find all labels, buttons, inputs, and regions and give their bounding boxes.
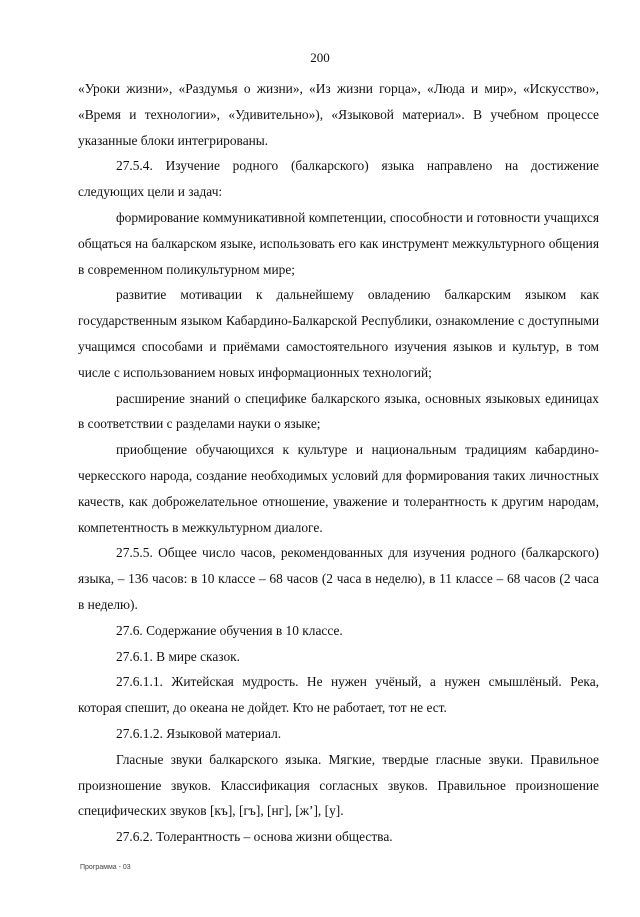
paragraph-wisdom: 27.6.1.1. Житейская мудрость. Не нужен учёный, а нужен смышлёный. Река, которая спешит, до океана не дойдет. Кто не работает, тот не ест. xyxy=(78,674,599,716)
paragraph-vowels: Гласные звуки балкарского языка. Мягкие, твердые гласные звуки. Правильное произношение звуков. Классификация согласных звуков. Правильное произношение специфических звуков [къ], [гъ], [нг], [ж’], [у]. xyxy=(78,751,599,819)
section-heading-fairy-tales: 27.6.1. В мире сказок. xyxy=(116,648,241,664)
paragraph-goal-knowledge: расширение знаний о специфике балкарского языка, основных языковых единицах в соответствии с разделами науки о языке; xyxy=(78,390,599,432)
paragraph-goal-motivation: развитие мотивации к дальнейшему овладению балкарским языком как государственным языком Кабардино-Балкарской Республики, ознакомление с доступными учащимся способами и приёмами самостоятельного изучения языков и культур, в том числе с использованием новых информационных технологий; xyxy=(78,287,599,380)
paragraph-goal-communicative: формирование коммуникативной компетенции, способности и готовности учащихся общаться на балкарском языке, использовать его как инструмент межкультурного общения в современном поликультурном мире; xyxy=(78,209,599,277)
section-heading-content: 27.6. Содержание обучения в 10 классе. xyxy=(116,622,343,638)
paragraph-hours: 27.5.5. Общее число часов, рекомендованных для изучения родного (балкарского) языка, – 136 часов: в 10 классе – 68 часов (2 часа в неделю), в 11 классе – 68 часов (2 часа в неделю). xyxy=(78,545,599,612)
paragraph-goals-intro: 27.5.4. Изучение родного (балкарского) языка направлено на достижение следующих цели и задач: xyxy=(78,158,599,200)
section-heading-language-material: 27.6.1.2. Языковой материал. xyxy=(116,725,282,741)
footer-label: Программа - 03 xyxy=(80,864,131,871)
section-heading-tolerance: 27.6.2. Толерантность – основа жизни общества. xyxy=(116,829,393,845)
document-body xyxy=(78,76,599,850)
page-number: 200 xyxy=(310,50,330,65)
paragraph-blocks-list: «Уроки жизни», «Раздумья о жизни», «Из жизни горца», «Люда и мир», «Искусство», «Время и технологии», «Удивительно»), «Языковой материал». В учебном процессе указанные блоки интегрированы. xyxy=(78,81,599,148)
paragraph-goal-culture: приобщение обучающихся к культуре и национальным традициям кабардино-черкесского народа, создание необходимых условий для формирования таких личностных качеств, как доброжелательное отношение, уважение и толерантность к другим народам, компетентность в межкультурном диалоге. xyxy=(78,442,599,535)
